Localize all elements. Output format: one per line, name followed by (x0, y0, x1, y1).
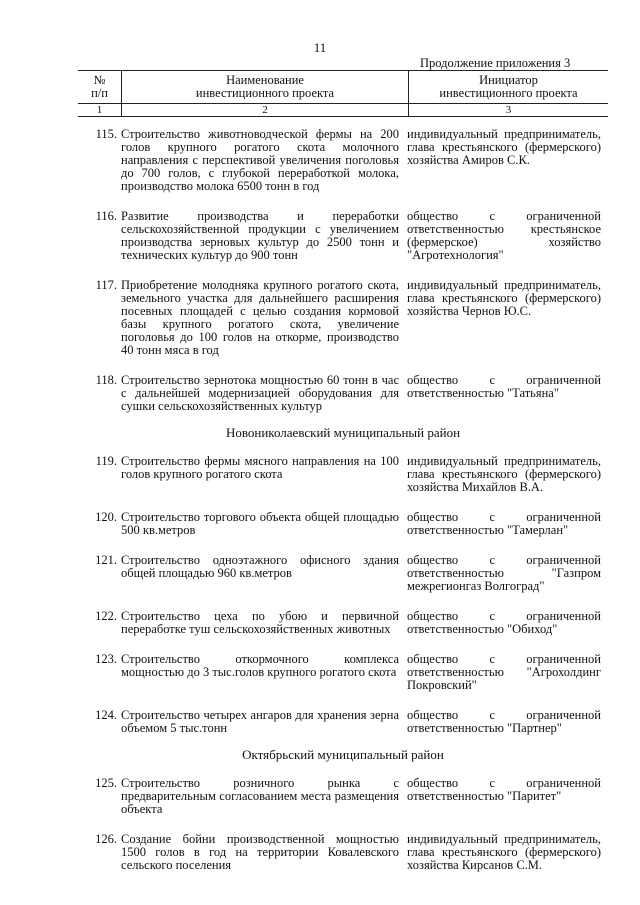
row-number: 122. (95, 609, 117, 623)
appendix-continuation-label: Продолжение приложения 3 (420, 56, 571, 70)
row-number: 117. (95, 278, 117, 292)
project-initiator: индивидуальный предприниматель, глава крестьянского (фермерского) хозяйства Кирсанов С.М. (407, 832, 601, 872)
row-number: 126. (95, 832, 117, 846)
project-initiator: индивидуальный предприниматель, глава крестьянского (фермерского) хозяйства Чернов Ю.С. (407, 278, 601, 318)
table-header (78, 70, 608, 117)
table-row (78, 374, 608, 413)
table-row (78, 128, 608, 193)
row-number: 119. (95, 454, 117, 468)
project-name: Приобретение молодняка крупного рогатого скота, земельного участка для дальнейшего расширения посевных площадей с целью создания кормовой базы крупного рогатого скота, увеличение поголовья до 100 голов на откорме, производство 40 тонн мяса в год (121, 278, 399, 357)
header-num (78, 71, 122, 104)
header-name-line2: инвестиционного проекта (195, 86, 335, 100)
project-initiator: общество с ограниченной ответственностью крестьянское (фермерское) хозяйство "Агротехнология" (407, 209, 601, 262)
project-initiator: общество с ограниченной ответственностью "Тамерлан" (407, 510, 601, 537)
project-name: Строительство зернотока мощностью 60 тонн в час с дальнейшей модернизацией оборудования для сушки сельскохозяйственных культур (121, 373, 399, 413)
table-row (78, 511, 608, 537)
project-initiator: общество с ограниченной ответственностью "Партнер" (407, 708, 601, 735)
project-name: Строительство откормочного комплекса мощностью до 3 тыс.голов крупного рогатого скота (121, 652, 399, 679)
project-name: Создание бойни производственной мощностью 1500 голов в год на территории Ковалевского сельского поселения (121, 832, 399, 872)
header-initiator-line2: инвестиционного проекта (439, 86, 578, 100)
district-heading: Октябрьский муниципальный район (242, 747, 444, 762)
project-name: Строительство фермы мясного направления на 100 голов крупного рогатого скота (121, 454, 399, 481)
column-number-2: 2 (122, 104, 409, 117)
project-initiator: общество с ограниченной ответственностью "Агрохолдинг Покровский" (407, 652, 601, 692)
project-initiator: общество с ограниченной ответственностью "Обиход" (407, 609, 601, 636)
project-initiator: общество с ограниченной ответственностью "Газпром межрегионгаз Волгоград" (407, 553, 601, 593)
project-name: Строительство четырех ангаров для хранения зерна объемом 5 тыс.тонн (121, 708, 399, 735)
district-heading: Новониколаевский муниципальный район (225, 425, 461, 440)
project-name: Строительство розничного рынка с предварительным согласованием места размещения объекта (121, 776, 399, 816)
table-row (78, 554, 608, 593)
table-row (78, 653, 608, 692)
header-num-line1: № (93, 73, 106, 87)
project-initiator: общество с ограниченной ответственностью "Паритет" (407, 776, 601, 803)
row-number: 116. (95, 209, 117, 223)
row-number: 118. (95, 373, 117, 387)
header-initiator (409, 71, 609, 104)
row-number: 125. (95, 776, 117, 790)
table-row (78, 833, 608, 872)
project-initiator: общество с ограниченной ответственностью "Татьяна" (407, 373, 601, 400)
table-row (78, 777, 608, 816)
project-list (78, 128, 608, 889)
column-number-1: 1 (78, 104, 122, 117)
row-number: 124. (95, 708, 117, 722)
page-number: 11 (313, 40, 327, 55)
row-number: 120. (95, 510, 117, 524)
table-row (78, 709, 608, 735)
table-row (78, 610, 608, 636)
project-name: Строительство торгового объекта общей площадью 500 кв.метров (121, 510, 399, 537)
table-row (78, 455, 608, 494)
project-initiator: индивидуальный предприниматель, глава крестьянского (фермерского) хозяйства Михайлов В.А. (407, 454, 601, 494)
column-number-3: 3 (409, 104, 609, 117)
project-name: Строительство одноэтажного офисного здания общей площадью 960 кв.метров (121, 553, 399, 580)
row-number: 123. (95, 652, 117, 666)
header-name-line1: Наименование (226, 73, 304, 87)
header-initiator-line1: Инициатор (479, 73, 538, 87)
header-project-name (122, 71, 409, 104)
project-name: Строительство цеха по убою и первичной переработке туш сельскохозяйственных животных (121, 609, 399, 636)
header-num-line2: п/п (91, 86, 108, 100)
project-name: Строительство животноводческой фермы на 200 голов крупного рогатого скота молочного направления с перспективой увеличения поголовья до 700 голов, с глубокой переработкой молока, производство молока 6500 тонн в год (121, 127, 399, 193)
table-row (78, 279, 608, 357)
project-initiator: индивидуальный предприниматель, глава крестьянского (фермерского) хозяйства Амиров С.К. (407, 127, 601, 167)
row-number: 115. (95, 127, 117, 141)
project-name: Развитие производства и переработки сельскохозяйственной продукции с увеличением производства зерновых культур до 2500 тонн и технических культур до 900 тонн (121, 209, 399, 262)
table-row (78, 210, 608, 262)
row-number: 121. (95, 553, 117, 567)
